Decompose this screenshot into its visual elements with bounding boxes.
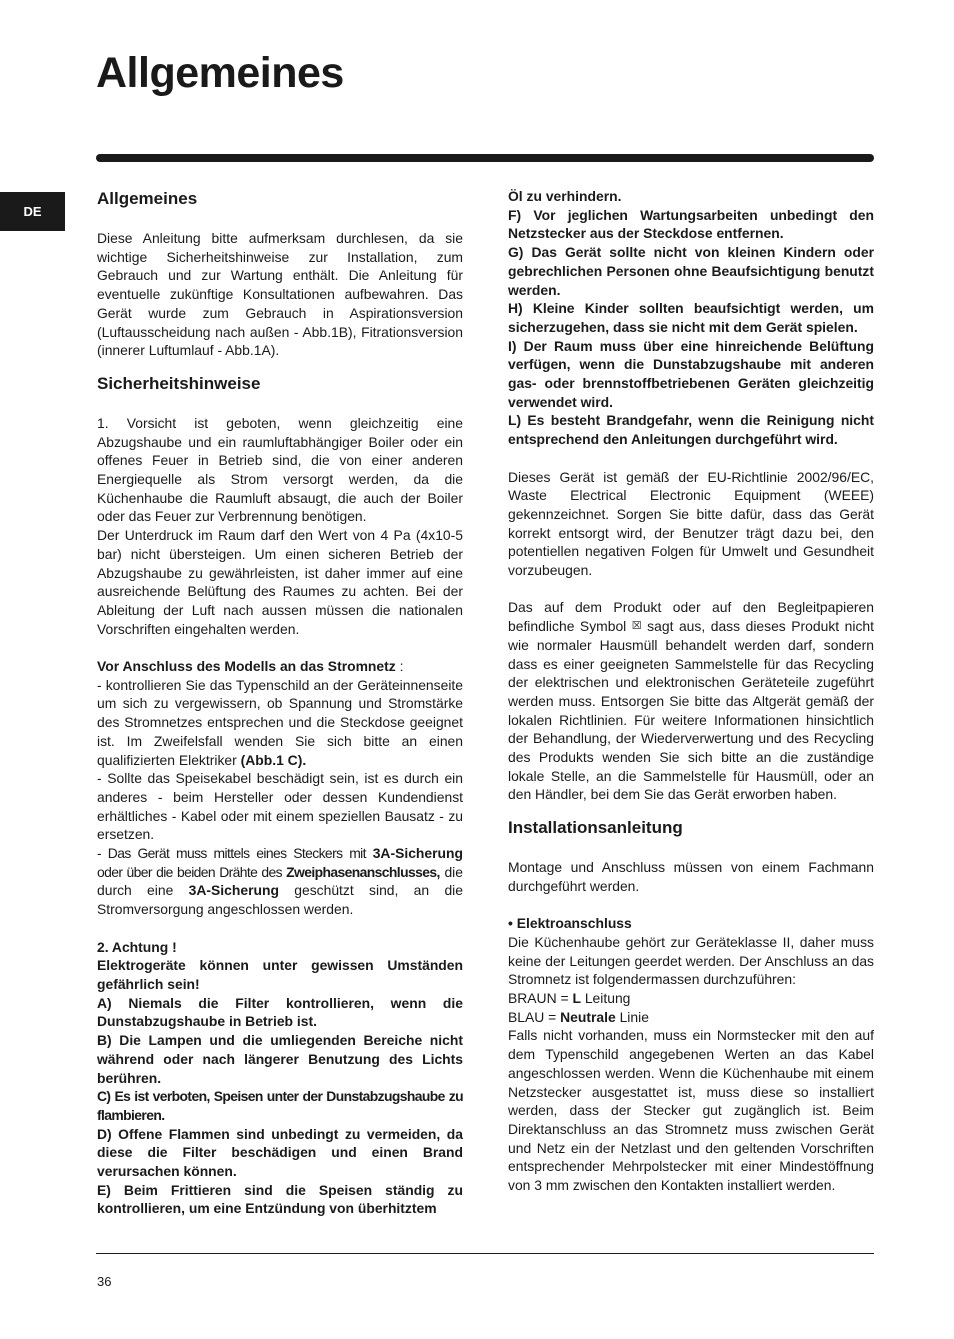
achtung-title: 2. Achtung ! xyxy=(97,938,177,955)
paragraph-weee-2 xyxy=(508,598,874,804)
footer-divider xyxy=(96,1253,874,1254)
paragraph-elektro: Die Küchenhaube gehört zur Geräteklasse II, daher muss keine der Leitungen geerdet werden. Der Anschluss an das Stromnetz ist folgendermassen durchzuführen: xyxy=(508,933,874,988)
section-heading-sicherheit: Sicherheitshinweise xyxy=(97,373,261,393)
paragraph-install-intro: Montage und Anschluss müssen von einem Fachmann durchgeführt werden. xyxy=(508,859,874,894)
paragraph-anschluss-2: - Sollte das Speisekabel beschädigt sein, ist es durch ein anderes - beim Hersteller oder dessen Kundendienst erhältliches - Kabel oder mit einem speziellen Bausatz - zu ersetzen. xyxy=(97,770,463,843)
crossed-bin-icon: ☒ xyxy=(631,620,642,633)
achtung-item-l: L) Es besteht Brandgefahr, wenn die Reinigung nicht entsprechend den Anleitungen durchgeführt wird. xyxy=(508,412,874,448)
anschluss-1-text: - kontrollieren Sie das Typenschild an der Geräteinnenseite um sich zu vergewissern, ob Spannung und Stromstärke des Stromnetzes entsprechen und die Steckdose geeignet ist. Im Zweifelsfall wenden Sie sich bitte an einen qualifizierten Elektriker xyxy=(97,676,463,768)
page-title: Allgemeines xyxy=(96,49,344,97)
achtung-intro: Elektrogeräte können unter gewissen Umständen gefährlich sein! xyxy=(97,957,463,992)
language-tab: DE xyxy=(0,192,65,231)
achtung-item-i: I) Der Raum muss über eine hinreichende Belüftung verfügen, wenn die Dunstabzugshaube mit anderen gas- oder brennstoffbetriebenen Geräten gleichzeitig verwendet wird. xyxy=(508,337,874,410)
anschluss-1-ref: (Abb.1 C). xyxy=(240,751,307,768)
achtung-item-a: A) Niemals die Filter kontrollieren, wenn die Dunstabzugshaube in Betrieb ist. xyxy=(97,994,463,1030)
paragraph-allgemeines: Diese Anleitung bitte aufmerksam durchlesen, da sie wichtige Sicherheitshinweise zur Installation, zum Gebrauch und zur Wartung enthält. Die Anleitung für eventuelle zukünftige Konsultationen aufbewahren. Das Gerät wurde zum Gebrauch in Aspirationsversion (Luftausscheidung nach außen - Abb.1B), Fitrationsversion (innerer Luftumlauf - Abb.1A). xyxy=(97,230,463,359)
section-heading-allgemeines: Allgemeines xyxy=(97,189,198,208)
line-braun xyxy=(508,989,874,1008)
achtung-item-e: E) Beim Frittieren sind die Speisen ständig zu kontrollieren, um eine Entzündung von überhitztem xyxy=(97,1181,463,1217)
paragraph-weee-1: Dieses Gerät ist gemäß der EU-Richtlinie 2002/96/EC, Waste Electrical Electronic Equipment (WEEE) gekennzeichnet. Sorgen Sie bitte dafür, dass das Gerät korrekt entsorgt wird, der Benutzer trägt dazu bei, den potentiellen negativen Folgen für Umwelt und Gesundheit vorzubeugen. xyxy=(508,468,874,579)
anschluss-3-bold-2: Zweiphasenanschlusses, xyxy=(286,863,440,880)
braun-desc: Leitung xyxy=(580,990,631,1007)
paragraph-sicherheit-1a: 1. Vorsicht ist geboten, wenn gleichzeitig eine Abzugshaube und ein raumluftabhängiger Boiler oder ein offenes Feuer in Betrieb sind, die von einer anderen Energiequelle als Strom versorgt werden, da die Küchenhaube die Raumluft absaugt, die auch der Boiler oder das Feuer zur Verbrennung benötigen. xyxy=(97,414,463,525)
anschluss-3-text-a: - Das Gerät muss mittels eines Steckers mit xyxy=(97,845,373,862)
anschluss-3-text-c: die durch eine xyxy=(97,863,463,899)
elektro-heading: • Elektroanschluss xyxy=(508,915,632,932)
achtung-item-h: H) Kleine Kinder sollten beaufsichtigt werden, um sicherzugehen, dass sie nicht mit dem Gerät spielen. xyxy=(508,300,874,335)
anschluss-heading: Vor Anschluss des Modells an das Stromnetz xyxy=(97,658,396,675)
anschluss-3-text-d: geschützt sind, an die Stromversorgung angeschlossen werden. xyxy=(97,882,463,918)
paragraph-anschluss-heading xyxy=(97,657,463,676)
left-column xyxy=(97,187,463,1218)
braun-code: L xyxy=(572,990,581,1007)
achtung-item-b: B) Die Lampen und die umliegenden Bereiche nicht während oder nach längerer Benutzung des Lichts berühren. xyxy=(97,1032,463,1086)
title-divider xyxy=(96,154,874,162)
weee-2-text-b: sagt aus, dass dieses Produkt nicht wie normaler Hausmüll behandelt werden darf, sondern dass es einer geeigneten Sammelstelle für das Recycling der elektrischen und elektronischen Geräteteile zugeführt werden muss. Entsorgen Sie bitte das Altgerät gemäß der lokalen Richtlinien. Für weitere Informationen hinsichtlich der Behandlung, der Wiederverwertung und des Recycling des Produkts wenden Sie sich bitte an die zuständige lokale Stelle, an die Sammelstelle für Hausmüll, oder an den Händler, bei dem Sie das Gerät erworben haben. xyxy=(508,618,875,803)
right-column xyxy=(508,187,874,1195)
anschluss-3-bold-3: 3A-Sicherung xyxy=(188,882,279,899)
weee-2-text-a: Das auf dem Produkt oder auf den Begleitpapieren befindliche Symbol xyxy=(508,599,874,635)
paragraph-anschluss-3 xyxy=(97,844,463,919)
blau-code: Neutrale xyxy=(560,1008,616,1025)
anschluss-3-text-b: oder über die beiden Drähte des xyxy=(97,863,287,880)
anschluss-colon: : xyxy=(395,658,404,675)
achtung-item-g: G) Das Gerät sollte nicht von kleinen Kindern oder gebrechlichen Personen ohne Beaufsichtigung benutzt werden. xyxy=(508,244,874,298)
achtung-item-e-continued: Öl zu verhindern. xyxy=(508,188,622,204)
achtung-item-f: F) Vor jeglichen Wartungsarbeiten unbedingt den Netzstecker aus der Steckdose entfernen. xyxy=(508,206,874,242)
blau-desc: Linie xyxy=(615,1008,649,1025)
line-blau xyxy=(508,1008,874,1027)
paragraph-anschluss-1 xyxy=(97,676,463,770)
achtung-item-d: D) Offene Flammen sind unbedingt zu vermeiden, da diese die Filter beschädigen und einen Brand verursachen können. xyxy=(97,1125,463,1180)
blau-label: BLAU = xyxy=(508,1008,561,1025)
page-number: 36 xyxy=(97,1274,112,1289)
paragraph-elektro-final: Falls nicht vorhanden, muss ein Normstecker mit den auf dem Typenschild angegebenen Werten an das Kabel angeschlossen werden. Wenn die Küchenhaube mit einem Netzstecker ausgestattet ist, muss diese so installiert werden, dass der Stecker gut zugänglich ist. Beim Direktanschluss an das Stromnetz muss zwischen Gerät und Netz ein der Netzlast und den geltenden Vorschriften entsprechender Mehrpolstecker mit einer Mindestöffnung von 3 mm zwischen den Kontakten installiert werden. xyxy=(508,1027,874,1194)
section-heading-installation: Installationsanleitung xyxy=(508,818,683,838)
anschluss-3-bold-1: 3A-Sicherung xyxy=(372,845,463,862)
paragraph-sicherheit-1b: Der Unterdruck im Raum darf den Wert von 4 Pa (4x10-5 bar) nicht übersteigen. Um einen sicheren Betrieb der Abzugshaube zu gewährleisten, ist daher immer auf eine ausreichende Belüftung des Raumes zu achten. Bei der Ableitung der Luft nach aussen müssen die nationalen Vorschriften eingehalten werden. xyxy=(97,527,463,637)
braun-label: BRAUN = xyxy=(508,990,573,1007)
achtung-item-c: C) Es ist verboten, Speisen unter der Dunstabzugshaube zu flambieren. xyxy=(97,1088,463,1123)
